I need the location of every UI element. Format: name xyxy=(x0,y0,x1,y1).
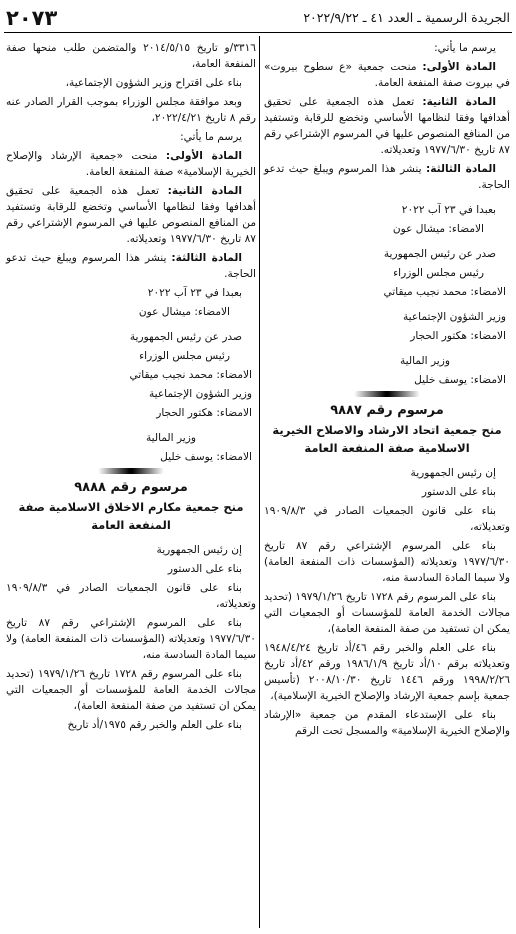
signature: الامضاء: يوسف خليل xyxy=(414,374,506,386)
signature: الامضاء: يوسف خليل xyxy=(160,451,252,463)
signature: الامضاء: محمد نجيب ميقاتي xyxy=(383,286,506,298)
signature: الامضاء: محمد نجيب ميقاتي xyxy=(129,369,252,381)
page-number: ٢٠٧٣ xyxy=(6,6,58,30)
preamble-line: بناء على الإستدعاء المقدم من جمعية «الإرشاد والإصلاح الخيرية الإسلامية» والمسجل تحت الرقم xyxy=(264,709,510,737)
article-label: المادة الثالثة: xyxy=(425,163,496,175)
preamble-line: بناء على المرسوم رقم ١٧٢٨ تاريخ ١٩٧٩/١/٢٦ (تحديد مجالات الخدمة العامة للمؤسسات أو الجمعيات التي يمكن ان تستفيد من صفة المنفعة العامة)، xyxy=(264,591,510,635)
decree-intro: يرسم ما يأتي: xyxy=(434,42,496,54)
signature: الامضاء: هكتور الحجار xyxy=(156,407,252,419)
article-text: ينشر هذا المرسوم ويبلغ حيث تدعو الحاجة. xyxy=(264,163,510,191)
preamble-line: بناء على قانون الجمعيات الصادر في ١٩٠٩/٨/٣ وتعديلاته، xyxy=(6,582,256,610)
article-label: المادة الثالثة: xyxy=(171,252,242,264)
preamble-line: بناء على اقتراح وزير الشؤون الإجتماعية، xyxy=(65,77,242,89)
article-text: تعمل هذه الجمعية على تحقيق أهدافها وفقا لنظامها الأساسي وتخضع للرقابة وتستفيد من المنافع المنصوص عليها في المرسوم الإشتراعي رقم ٨٧ تاريخ ١٩٧٧/٦/٣٠ وتعديلاته. xyxy=(264,96,510,156)
page-header xyxy=(4,6,512,30)
preamble-line: بناء على العلم والخبر رقم ١٩٧٥/أد تاريخ xyxy=(67,719,242,731)
decree-title: مرسوم رقم ٩٨٨٧ xyxy=(330,403,444,418)
article-3 xyxy=(264,161,510,193)
official-title: رئيس مجلس الوزراء xyxy=(393,267,484,279)
article-text: ينشر هذا المرسوم ويبلغ حيث تدعو الحاجة. xyxy=(6,252,256,280)
column-divider xyxy=(259,36,260,928)
preamble-line: بناء على المرسوم رقم ١٧٢٨ تاريخ ١٩٧٩/١/٢٦ (تحديد مجالات الخدمة العامة للمؤسسات أو الجمعيات التي يمكن ان تستفيد من صفة المنفعة العامة)، xyxy=(6,668,256,712)
preamble-line: وبعد موافقة مجلس الوزراء بموجب القرار الصادر عنه رقم ٨ تاريخ ٢٠٢٢/٤/٢١، xyxy=(6,96,256,124)
preamble-line: بناء على المرسوم الإشتراعي رقم ٨٧ تاريخ ١٩٧٧/٦/٣٠ وتعديلاته (المؤسسات ذات المنفعة العامة) ولا سيما المادة السادسة منه، xyxy=(6,617,256,661)
header-rule xyxy=(4,32,512,33)
article-text: منحت «جمعية الإرشاد والإصلاح الخيرية الإسلامية» صفة المنفعة العامة. xyxy=(6,150,256,178)
left-column xyxy=(6,40,256,934)
issued-by: صدر عن رئيس الجمهورية xyxy=(383,248,496,260)
article-label: المادة الأولى: xyxy=(165,150,242,162)
decree-intro: يرسم ما يأتي: xyxy=(180,131,242,143)
gazette-title: الجريدة الرسمية ـ العدد ٤١ ـ ٢٠٢٢/٩/٢٢ xyxy=(303,10,510,25)
decree-subtitle: منح جمعية اتحاد الارشاد والاصلاح الخيرية الاسلامية صفة المنفعة العامة xyxy=(272,423,502,455)
section-ornament xyxy=(98,468,164,474)
official-title: وزير المالية xyxy=(399,355,450,367)
preamble-line: بناء على الدستور xyxy=(421,486,496,498)
article-text: منحت جمعية «ع سطوح بيروت» في بيروت صفة المنفعة العامة. xyxy=(264,61,510,89)
official-title: وزير الشؤون الإجتماعية xyxy=(402,311,506,323)
signature: الامضاء: هكتور الحجار xyxy=(410,330,506,342)
issue-date: بعبدا في ٢٣ آب ٢٠٢٢ xyxy=(147,287,242,299)
article-1 xyxy=(6,148,256,180)
article-label: المادة الثانية: xyxy=(167,185,242,197)
preamble-continuation: ٣٣١٦/و تاريخ ٢٠١٤/٥/١٥ والمتضمن طلب منحها صفة المنفعة العامة، xyxy=(6,42,256,70)
preamble-line: بناء على المرسوم الإشتراعي رقم ٨٧ تاريخ ١٩٧٧/٦/٣٠ وتعديلاته (المؤسسات ذات المنفعة العامة) ولا سيما المادة السادسة منه، xyxy=(264,540,510,584)
preamble-line: بناء على العلم والخبر رقم ٤٦/أد تاريخ ١٩٤٨/٤/٢٤ وتعديلاته برقم ١٠/أد تاريخ ١٩٨٦/١/٩ ورقم ٤٢/أد تاريخ ١٩٩٨/٢/٢٦ ورقم ١٤٤٦ تاريخ ٢٠٠٨/١٠/٣٠ (تأسيس جمعية بإسم جمعية الإرشاد والإصلاح الخيرية الإسلامية)، xyxy=(264,642,510,702)
article-text: تعمل هذه الجمعية على تحقيق أهدافها وفقا لنظامها الأساسي وتخضع للرقابة وتستفيد من المنافع المنصوص عليها في المرسوم الإشتراعي رقم ٨٧ تاريخ ١٩٧٧/٦/٣٠ وتعديلاته. xyxy=(6,185,256,245)
official-title: وزير المالية xyxy=(145,432,196,444)
article-label: المادة الثانية: xyxy=(422,96,496,108)
article-label: المادة الأولى: xyxy=(422,61,497,73)
official-title: رئيس مجلس الوزراء xyxy=(139,350,230,362)
preamble-line: إن رئيس الجمهورية xyxy=(156,544,242,556)
section-ornament xyxy=(354,391,420,397)
issued-by: صدر عن رئيس الجمهورية xyxy=(129,331,242,343)
decree-title: مرسوم رقم ٩٨٨٨ xyxy=(74,480,188,495)
preamble-line: إن رئيس الجمهورية xyxy=(410,467,496,479)
article-2 xyxy=(264,94,510,158)
article-3 xyxy=(6,250,256,282)
decree-subtitle: منح جمعية مكارم الاخلاق الاسلامية صفة المنفعة العامة xyxy=(18,500,244,532)
article-1 xyxy=(264,59,510,91)
signature: الامضاء: ميشال عون xyxy=(392,223,484,235)
preamble-line: بناء على قانون الجمعيات الصادر في ١٩٠٩/٨/٣ وتعديلاته، xyxy=(264,505,510,533)
signature: الامضاء: ميشال عون xyxy=(138,306,230,318)
right-column xyxy=(264,40,510,934)
official-title: وزير الشؤون الإجتماعية xyxy=(148,388,252,400)
issue-date: بعبدا في ٢٣ آب ٢٠٢٢ xyxy=(401,204,496,216)
preamble-line: بناء على الدستور xyxy=(167,563,242,575)
article-2 xyxy=(6,183,256,247)
